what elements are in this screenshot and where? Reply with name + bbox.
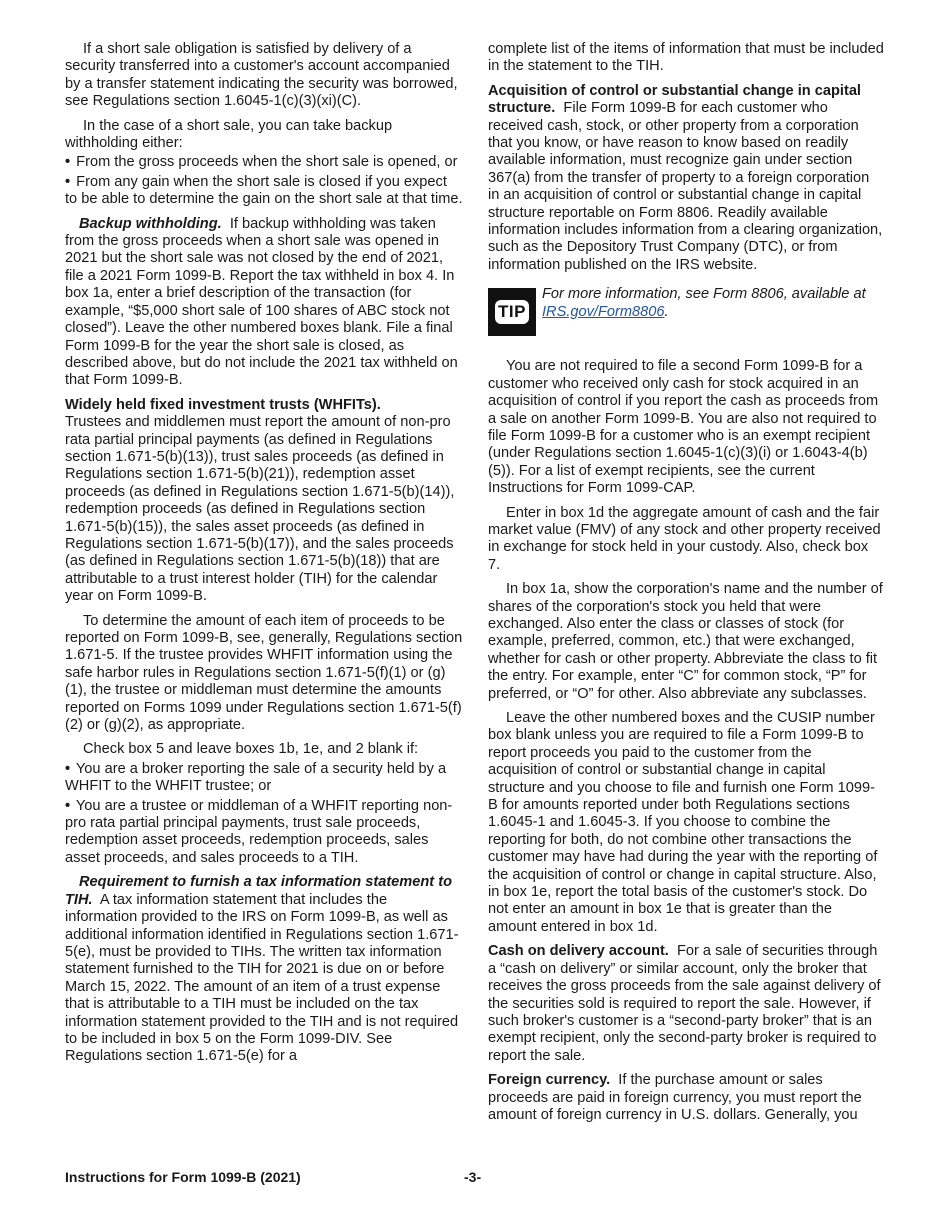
requirement-paragraph: Requirement to furnish a tax information statement to TIH. A tax information statement that includes the information provided to the IRS on Form 1099-B, as well as additional information identified in Regulations section 1.671-5(e), must be provided to TIHs. The written tax information statement furnished to the TIH for 2021 is due on or before March 15, 2022. The amount of an item of a trust expense that is attributable to a TIH must be included on the tax information statement provided to the TIH and is not required to be included in box 5 on the Form 1099-DIV. See Regulations section 1.671-5(e) for a [65, 874, 459, 1065]
tip-callout [488, 286, 884, 336]
whfit-paragraph: Widely held fixed investment trusts (WHFITs). Trustees and middlemen must report the amount of non-pro rata partial principal payments (as defined in Regulations section 1.671-5(b)(13)), trust sales proceeds (as defined in Regulations section 1.671-5(b)(21)), redemption asset proceeds (as defined in Regulations section 1.671-5(b)(14)), redemption proceeds (as defined in Regulations section 1.671-5(b)(15)), the sales asset proceeds (as defined in Regulations section 1.671-5(b)(17)), and the sales proceeds (as defined in Regulations section 1.671-5(b)(18)) that are attributable to a trust interest holder (TIH) for the calendar year on Form 1099-B. [65, 396, 455, 605]
bullet-icon: • [65, 154, 71, 171]
form8806-link[interactable]: IRS.gov/Form8806 [542, 303, 665, 320]
acquisition-paragraph: Acquisition of control or substantial change in capital structure. File Form 1099-B for each customer who received cash, stock, or other property from a corporation that you know, or have reason to know based on readily available information, must recognize gain under section 367(a) from the transfer of property to a foreign corporation in an acquisition of control or substantial change in capital structure reportable on Form 8806. Readily available information includes information from a clearing organization, such as the Depository Trust Company (DTC), or from information published on the IRS website. [488, 82, 883, 273]
list-item: • From the gross proceeds when the short sale is opened, or [65, 154, 458, 171]
list-item: • You are a broker reporting the sale of a security held by a WHFIT to the WHFIT trustee; or [65, 760, 447, 795]
short-sale-delivery-paragraph: If a short sale obligation is satisfied by delivery of a security transferred into a customer's account accompanied by a transfer statement indicating the security was borrowed, see Regulations section 1.6045-1(c)(3)(xi)(C). [65, 41, 458, 110]
box1d-paragraph: Enter in box 1d the aggregate amount of cash and the fair market value (FMV) of any stock and other property received in exchange for stock held in your custody. Also, check box 7. [488, 504, 881, 573]
continued-paragraph: complete list of the items of information that must be included in the statement to the TIH. [488, 41, 884, 75]
right-column [488, 41, 884, 1131]
bullet-icon: • [65, 760, 71, 777]
second-form-paragraph: You are not required to file a second Form 1099-B for a customer who received only cash for stock acquired in an acquisition of control if you report the cash as proceeds from a sale on another Form 1099-B. You are also not required to file Form 1099-B for a customer who is an exempt recipient (under Regulations section 1.6045-1(c)(3)(i) or 1.6043-4(b)(5)). For a list of exempt recipients, see the current Instructions for Form 1099-CAP. [488, 358, 879, 497]
determine-amount-paragraph: To determine the amount of each item of proceeds to be reported on Form 1099-B, see, generally, Regulations section 1.671-5. If the trustee provides WHFIT information using the safe harbor rules in Regulations section 1.671-5(f)(1) or (g)(1), the trustee or middleman must determine the amounts reported on Forms 1099 under Regulations section 1.671-5(f)(2) or (g)(2), as appropriate. [65, 612, 463, 734]
section-heading: Backup withholding. [79, 215, 222, 232]
box1a-paragraph: In box 1a, show the corporation's name and the number of shares of the corporation's stock you held that were exchanged. Also enter the class or classes of stock (for example, preferred, common, etc.) that were exchanged, whether for cash or other property. Abbreviate the class to fit the entry. For example, enter “C” for common stock, “P” for preferred, or “O” for other. Also abbreviate any subclasses. [488, 581, 883, 702]
tip-text: For more information, see Form 8806, available at IRS.gov/Form8806. [542, 286, 866, 320]
tip-icon: TIP [488, 288, 536, 336]
check-box-paragraph: Check box 5 and leave boxes 1b, 1e, and 2 blank if: [83, 741, 419, 758]
cash-on-delivery-paragraph: Cash on delivery account. For a sale of securities through a “cash on delivery” or similar account, only the broker that receives the gross proceeds from the sale against delivery of the securities sold is required to report the sale. However, if such broker's customer is a “second-party broker” that is an exempt recipient, only the second-party broker is required to report the sale. [488, 943, 881, 1064]
backup-withholding-paragraph: Backup withholding. If backup withholding was taken from the gross proceeds when a short sale was opened in 2021 but the short sale was not closed by the end of 2021, file a 2021 Form 1099-B. Report the tax withheld in box 4. In box 1a, enter a brief description of the transaction (for example, “$5,000 short sale of 100 shares of ABC stock not closed”). Leave the other numbered boxes blank. File a final Form 1099-B for the year the short sale is closed, as described above, but do not include the 2021 tax withheld on that Form 1099-B. [65, 215, 458, 389]
section-heading: Acquisition of control or substantial change in capital structure. [488, 82, 861, 117]
section-heading: Requirement to furnish a tax information statement to TIH. [65, 874, 452, 908]
bullet-icon: • [65, 173, 71, 190]
left-column [65, 41, 463, 1073]
list-item: • From any gain when the short sale is closed if you expect to be able to determine the gain on the short sale at that time. [65, 173, 463, 208]
leave-boxes-paragraph: Leave the other numbered boxes and the CUSIP number box blank unless you are required to file a Form 1099-B to report proceeds you paid to the customer from the acquisition of control or substantial change in capital structure and you choose to file and furnish one Form 1099-B for amounts reported under both Regulations sections 1.6045-1 and 1.6045-3. If you choose to combine the reporting for both, do not combine other transactions the customer may have had during the year with the reporting of the acquisition of control or change in capital structure. Also, in box 1e, report the total basis of the customer's stock. Do not enter an amount in box 1e that is greater than the amount entered in box 1d. [488, 710, 878, 935]
list-item: • You are a trustee or middleman of a WHFIT reporting non-pro rata partial principal payments, trust sale proceeds, redemption asset proceeds, redemption proceeds, sales asset proceeds, and sales proceeds to a TIH. [65, 797, 453, 866]
foreign-currency-paragraph: Foreign currency. If the purchase amount or sales proceeds are paid in foreign currency, you must report the amount of foreign currency in U.S. dollars. Generally, you [488, 1072, 862, 1123]
page-number: -3- [464, 1169, 482, 1185]
section-heading: Foreign currency. [488, 1072, 611, 1089]
section-heading: Widely held fixed investment trusts (WHFITs). [65, 396, 381, 413]
bullet-icon: • [65, 797, 71, 814]
section-heading: Cash on delivery account. [488, 943, 669, 960]
footer-title: Instructions for Form 1099-B (2021) [65, 1169, 301, 1185]
backup-either-paragraph: In the case of a short sale, you can take backup withholding either: [65, 117, 393, 152]
